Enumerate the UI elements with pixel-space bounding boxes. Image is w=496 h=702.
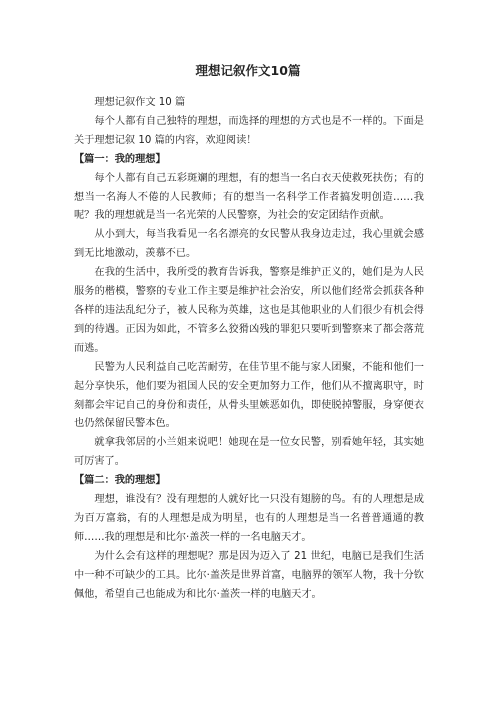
document-title: 理想记叙作文10篇 [195,63,301,78]
section-heading-1: 【篇一：我的理想】 [74,153,166,165]
document-body [74,94,424,604]
body-paragraph: 理想，谁没有？没有理想的人就好比一只没有翅膀的鸟。有的人理想是成为百万富翁，有的人理想是成为明星，也有的人理想是当一名普普通通的教师……我的理想是和比尔·盖茨一样的一名电脑天才。 [74,494,424,543]
body-paragraph: 在我的生活中，我所受的教育告诉我，警察是维护正义的，她们是为人民服务的楷模，警察的专业工作主要是维护社会治安，所以他们经常会抓获各种各样的违法乱纪分子，被人民称为英雄，这也是其他职业的人们很少有机会得到的待遇。正因为如此，不管多么狡猾凶残的罪犯只要听到警察来了都会落荒而逃。 [74,267,424,354]
body-paragraph: 就拿我邻居的小兰姐来说吧！她现在是一位女民警，别看她年轻，其实她可厉害了。 [74,437,424,468]
intro-paragraph: 每个人都有自己独特的理想，而选择的理想的方式也是不一样的。下面是关于理想记叙 10 篇的内容，欢迎阅读！ [74,115,424,146]
body-paragraph: 从小到大，每当我看见一名名漂亮的女民警从我身边走过，我心里就会感到无比地激动，羡慕不已。 [74,229,424,260]
subtitle-paragraph: 理想记叙作文 10 篇 [94,97,186,108]
body-paragraph: 为什么会有这样的理想呢？那是因为迈入了 21 世纪，电脑已是我们生活中一种不可缺少的工具。比尔·盖茨是世界首富，电脑界的领军人物，我十分钦佩他，希望自己也能成为和比尔·盖茨一样的电脑天才。 [74,550,424,600]
body-paragraph: 每个人都有自己五彩斑斓的理想，有的想当一名白衣天使救死扶伤；有的想当一名海人不倦的人民教师；有的想当一名科学工作者搞发明创造……我呢？我的理想就是当一名光荣的人民警察，为社会的安定团结作贡献。 [74,172,424,222]
section-heading-2: 【篇二：我的理想】 [74,475,166,487]
body-paragraph: 民警为人民利益自己吃苦耐劳，在佳节里不能与家人团聚，不能和他们一起分享快乐，他们要为祖国人民的安全更加努力工作，他们从不擅离职守，时刻都会牢记自己的身份和责任，从骨头里嫉恶如仇，即使脱掉警服，身穿便衣也仍然保留民警本色。 [74,361,424,430]
